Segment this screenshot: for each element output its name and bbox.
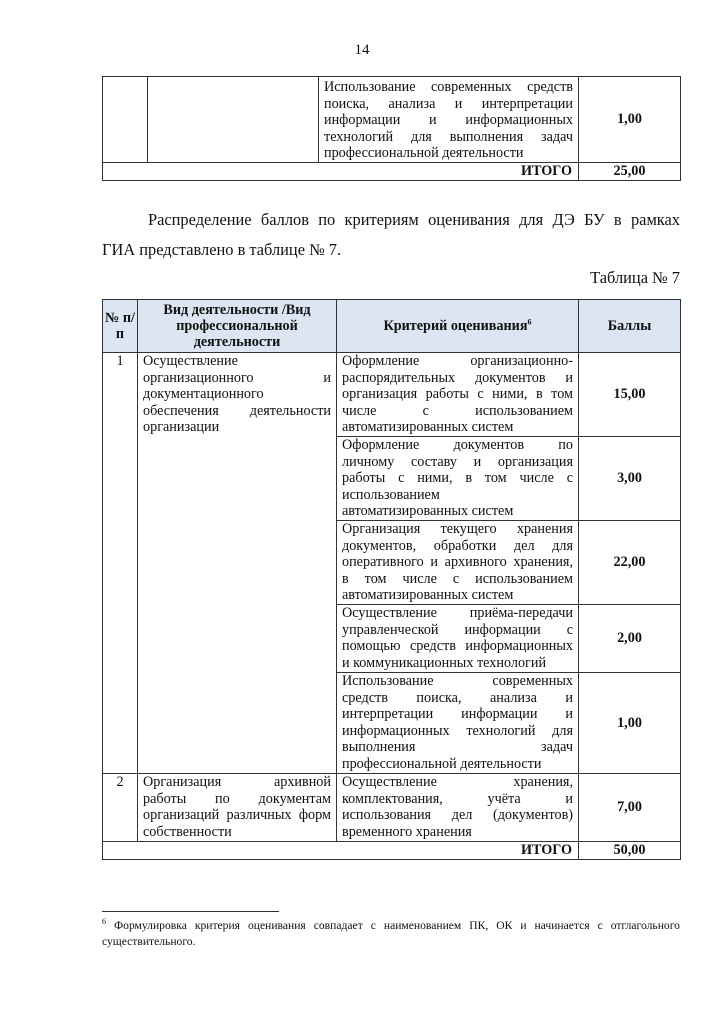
num-cell bbox=[103, 77, 148, 163]
criterion-line: комплектования, учёта и bbox=[342, 790, 573, 807]
table-row bbox=[103, 774, 681, 842]
activity-cell bbox=[138, 774, 337, 842]
criterion-line: оперативного и архивного хранения, bbox=[342, 554, 573, 571]
criterion-line: Осуществление хранения, bbox=[342, 774, 573, 790]
criterion-line: профессиональной деятельности bbox=[324, 145, 524, 162]
criterion-cell bbox=[337, 437, 579, 521]
criterion-line: автоматизированных систем bbox=[342, 587, 514, 604]
table-row bbox=[103, 353, 681, 437]
criterion-line: информации и информационных bbox=[324, 112, 573, 129]
footnote-mark: 6 bbox=[102, 917, 106, 927]
criterion-line: работы с ними, в том числе с bbox=[342, 470, 573, 487]
criterion-line: и коммуникационных технологий bbox=[342, 654, 547, 671]
criterion-line: профессиональной деятельности bbox=[342, 755, 542, 772]
criterion-line: документов, обработки дел для bbox=[342, 537, 573, 554]
previous-table-continuation bbox=[102, 76, 681, 181]
criterion-line: Использование современных bbox=[342, 673, 573, 689]
criterion-cell bbox=[337, 774, 579, 842]
criterion-cell bbox=[337, 605, 579, 673]
activity-cell bbox=[138, 353, 337, 774]
total-label: ИТОГО bbox=[103, 163, 579, 181]
activity-line: организационного и bbox=[143, 369, 331, 386]
criterion-line: автоматизированных систем bbox=[342, 503, 514, 520]
criterion-line: использования дел (документов) bbox=[342, 807, 573, 824]
criterion-line: личному составу и организация bbox=[342, 453, 573, 470]
activity-line: Организация архивной bbox=[143, 774, 331, 790]
points-cell: 22,00 bbox=[579, 521, 681, 605]
page-number: 14 bbox=[354, 42, 370, 58]
criterion-line: Оформление организационно- bbox=[342, 353, 573, 369]
total-label: ИТОГО bbox=[103, 842, 579, 860]
criterion-line: выполнения задач bbox=[342, 739, 573, 756]
criterion-line: Осуществление приёма-передачи bbox=[342, 605, 573, 621]
criterion-line: технологий для выполнения задач bbox=[324, 128, 573, 145]
criterion-line: временного хранения bbox=[342, 823, 472, 840]
header-activity: Вид деятельности /Вид профессиональной деятельности bbox=[138, 300, 337, 353]
header-row bbox=[103, 300, 681, 353]
criterion-line: в том числе с использованием bbox=[342, 570, 573, 587]
header-points: Баллы bbox=[579, 300, 681, 353]
total-value: 25,00 bbox=[579, 163, 681, 181]
activity-line: Осуществление bbox=[143, 353, 238, 369]
points-cell: 1,00 bbox=[579, 77, 681, 163]
criterion-line: Использование современных средств bbox=[324, 79, 573, 95]
criterion-line: средств поиска, анализа и bbox=[342, 689, 573, 706]
footnote-separator bbox=[102, 911, 279, 912]
header-criterion-label: Критерий оценивания bbox=[383, 318, 528, 334]
points-cell: 7,00 bbox=[579, 774, 681, 842]
intro-paragraph-line-2: ГИА представлено в таблице № 7. bbox=[102, 240, 342, 259]
row-number: 1 bbox=[103, 353, 138, 774]
activity-line: документационного bbox=[143, 386, 264, 403]
row-number: 2 bbox=[103, 774, 138, 842]
table-caption: Таблица № 7 bbox=[590, 268, 680, 287]
header-criterion bbox=[337, 300, 579, 353]
criterion-line: автоматизированных систем bbox=[342, 419, 514, 436]
activity-line: обеспечения деятельности bbox=[143, 402, 331, 419]
activity-cell bbox=[148, 77, 319, 163]
total-value: 50,00 bbox=[579, 842, 681, 860]
criterion-line: управленческой информации с bbox=[342, 621, 573, 638]
criterion-line: интерпретации информации и bbox=[342, 706, 573, 723]
total-row bbox=[103, 842, 681, 860]
footnote bbox=[102, 918, 680, 950]
criterion-line: организация работы с ними, в том bbox=[342, 386, 573, 403]
criterion-line: Оформление документов по bbox=[342, 437, 573, 453]
table-row bbox=[103, 77, 681, 163]
criterion-cell bbox=[319, 77, 579, 163]
header-num: № п/п bbox=[103, 300, 138, 353]
activity-line: работы по документам bbox=[143, 790, 331, 807]
criterion-line: распорядительных документов и bbox=[342, 369, 573, 386]
criterion-line: использованием bbox=[342, 486, 440, 503]
criterion-line: информационных технологий для bbox=[342, 722, 573, 739]
footnote-ref: 6 bbox=[527, 317, 532, 327]
total-row bbox=[103, 163, 681, 181]
criterion-line: поиска, анализа и интерпретации bbox=[324, 95, 573, 112]
activity-line: собственности bbox=[143, 823, 232, 840]
points-cell: 2,00 bbox=[579, 605, 681, 673]
criterion-line: числе с использованием bbox=[342, 402, 573, 419]
points-cell: 3,00 bbox=[579, 437, 681, 521]
paragraph-line-1: Распределение баллов по критериям оценивания для ДЭ БУ в рамках bbox=[148, 210, 680, 229]
intro-paragraph bbox=[102, 205, 680, 235]
criterion-line: Организация текущего хранения bbox=[342, 521, 573, 537]
activity-line: организации bbox=[143, 419, 220, 436]
points-cell: 1,00 bbox=[579, 673, 681, 774]
footnote-text: Формулировка критерия оценивания совпадает с наименованием ПК, ОК и начинается с отглагольного существительного. bbox=[102, 919, 680, 948]
table-7 bbox=[102, 299, 681, 860]
criterion-cell bbox=[337, 353, 579, 437]
points-cell: 15,00 bbox=[579, 353, 681, 437]
criterion-cell bbox=[337, 673, 579, 774]
criterion-cell bbox=[337, 521, 579, 605]
activity-line: организаций различных форм bbox=[143, 807, 331, 824]
criterion-line: помощью средств информационных bbox=[342, 638, 573, 655]
